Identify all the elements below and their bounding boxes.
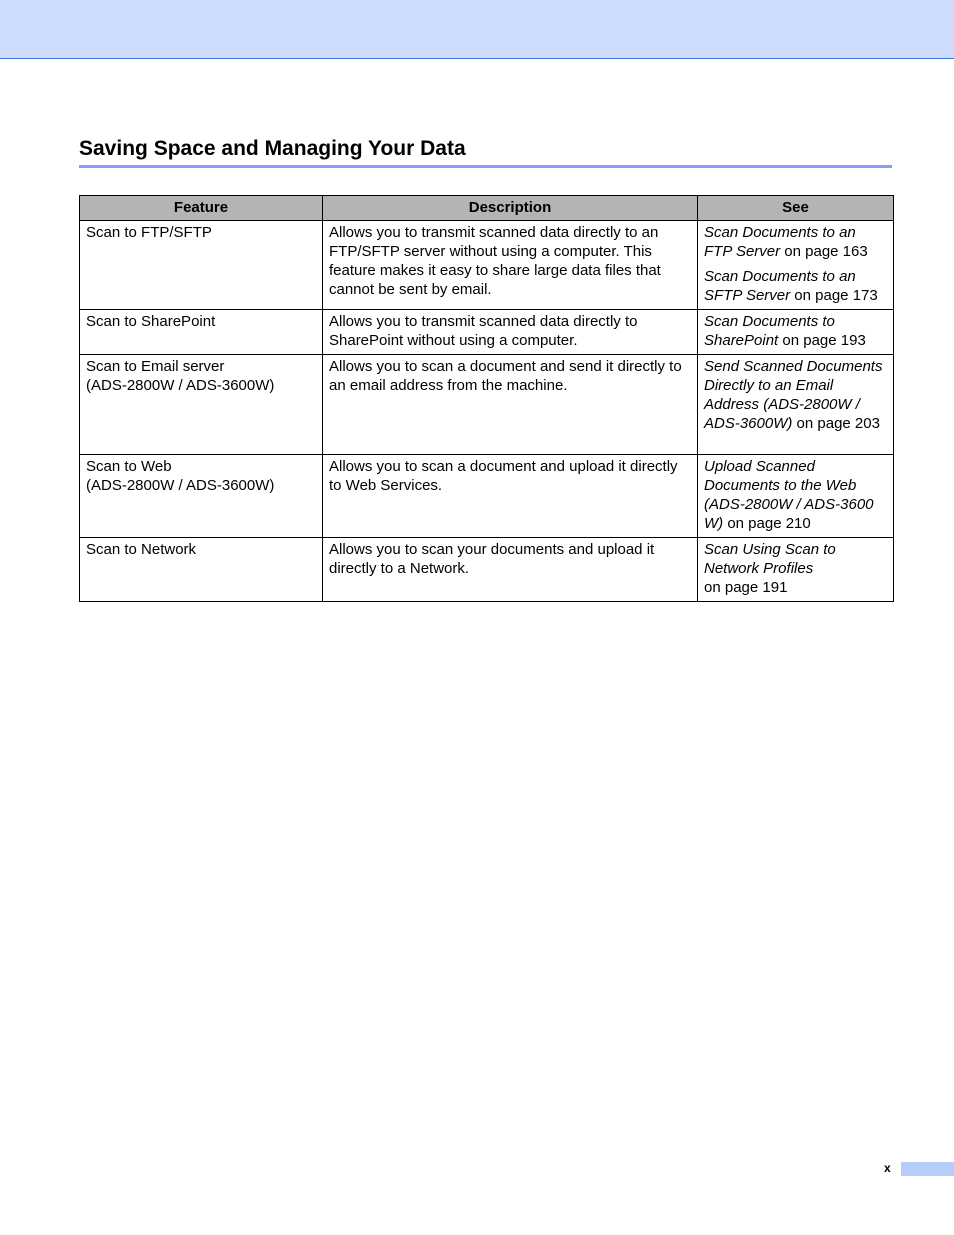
description-cell: Allows you to scan a document and upload it directly to Web Services. xyxy=(323,455,698,538)
feature-cell xyxy=(80,355,323,455)
see-reference-title[interactable]: Scan Documents to an SFTP Server xyxy=(704,268,856,304)
see-reference-title[interactable]: Scan Using Scan to Network Profiles xyxy=(704,541,836,577)
table-row xyxy=(80,455,894,538)
description-cell: Allows you to transmit scanned data directly to an FTP/SFTP server without using a computer. This feature makes it easy to share large data files that cannot be sent by email. xyxy=(323,221,698,310)
see-reference-title[interactable]: Scan Documents to SharePoint xyxy=(704,313,835,349)
see-reference-page: on page 173 xyxy=(790,287,878,304)
header-description: Description xyxy=(323,196,698,221)
page-title: Saving Space and Managing Your Data xyxy=(79,137,466,160)
see-reference-title[interactable]: Scan Documents to an FTP Server xyxy=(704,224,856,260)
feature-name: Scan to Network xyxy=(86,541,197,558)
page-number: x xyxy=(884,1161,891,1175)
feature-models: (ADS-2800W / ADS-3600W) xyxy=(86,477,275,494)
description-cell: Allows you to scan your documents and upload it directly to a Network. xyxy=(323,538,698,602)
see-reference xyxy=(704,540,887,597)
see-reference-page: on page 163 xyxy=(780,243,868,260)
see-cell xyxy=(698,310,894,355)
table-row xyxy=(80,221,894,310)
table-header-row xyxy=(80,196,894,221)
header-band xyxy=(0,0,954,59)
see-cell xyxy=(698,538,894,602)
see-cell xyxy=(698,455,894,538)
feature-cell xyxy=(80,455,323,538)
feature-name: Scan to Web xyxy=(86,458,172,475)
table-row xyxy=(80,355,894,455)
table-row xyxy=(80,310,894,355)
see-reference-page: on page 193 xyxy=(778,332,866,349)
feature-table xyxy=(79,195,894,602)
description-cell: Allows you to transmit scanned data directly to SharePoint without using a computer. xyxy=(323,310,698,355)
see-cell xyxy=(698,221,894,310)
see-reference xyxy=(704,357,887,433)
see-reference xyxy=(704,267,887,305)
feature-cell xyxy=(80,221,323,310)
feature-name: Scan to SharePoint xyxy=(86,313,216,330)
table-row xyxy=(80,538,894,602)
see-reference xyxy=(704,312,887,350)
see-reference xyxy=(704,457,887,533)
feature-models: (ADS-2800W / ADS-3600W) xyxy=(86,377,275,394)
see-reference-page: on page 203 xyxy=(792,415,880,432)
see-reference-page: on page 191 xyxy=(704,579,788,596)
see-reference-title[interactable]: Upload Scanned Documents to the Web (ADS-2800W / ADS-3600 W) xyxy=(704,458,874,532)
feature-name: Scan to Email server xyxy=(86,358,225,375)
feature-name: Scan to FTP/SFTP xyxy=(86,224,212,241)
title-underline xyxy=(79,165,892,168)
see-reference xyxy=(704,223,887,261)
see-cell xyxy=(698,355,894,455)
page-number-tab xyxy=(901,1162,954,1176)
header-see: See xyxy=(698,196,894,221)
feature-cell xyxy=(80,538,323,602)
feature-cell xyxy=(80,310,323,355)
description-cell: Allows you to scan a document and send it directly to an email address from the machine. xyxy=(323,355,698,455)
see-reference-page: on page 210 xyxy=(723,515,811,532)
see-reference-title[interactable]: Send Scanned Documents Directly to an Email Address (ADS-2800W / ADS-3600W) xyxy=(704,358,883,432)
header-feature: Feature xyxy=(80,196,323,221)
